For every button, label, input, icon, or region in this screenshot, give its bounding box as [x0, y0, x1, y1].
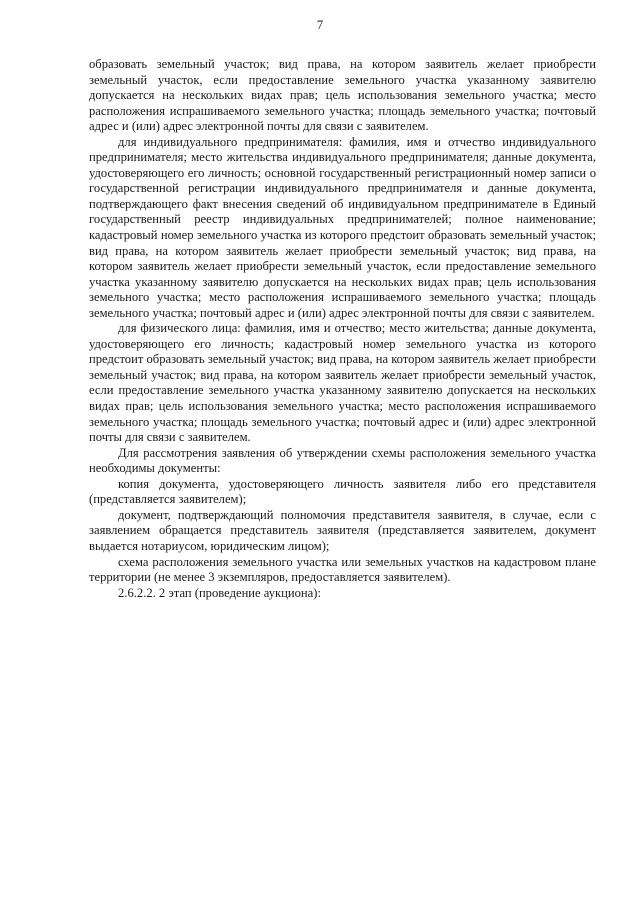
paragraph-representative-authority: документ, подтверждающий полномочия представителя заявителя, в случае, если с заявлением обращается представитель заявителя (представляется заявителем, документ выдается нотариусом, юридическим лицом); [89, 507, 596, 553]
paragraph-location-scheme: схема расположения земельного участка или земельных участков на кадастровом плане территории (не менее 3 экземпляров, предоставляется заявителем). [89, 554, 596, 585]
document-body [89, 57, 596, 601]
paragraph-continuation: образовать земельный участок; вид права, на котором заявитель желает приобрести земельный участок, если предоставление земельного участка указанному заявителю допускается на нескольких видах прав; цель использования земельного участка; место расположения испрашиваемого земельного участка; площадь земельного участка; почтовый адрес и (или) адрес электронной почты для связи с заявителем. [89, 57, 596, 134]
paragraph-required-documents: Для рассмотрения заявления об утверждении схемы расположения земельного участка необходимы документы: [89, 445, 596, 476]
paragraph-individual-entrepreneur: для индивидуального предпринимателя: фамилия, имя и отчество индивидуального предпринимателя; место жительства индивидуального предпринимателя; данные документа, удостоверяющего его личность; основной государственный регистрационный номер записи о государственной регистрации индивидуального предпринимателя и данные документа, подтверждающего факт внесения сведений об индивидуальном предпринимателе в Единый государственный реестр индивидуальных предпринимателей; полное наименование; кадастровый номер земельного участка из которого предстоит образовать земельный участок; вид права, на котором заявитель желает приобрести земельный участок; вид права, на котором заявитель желает приобрести земельный участок, если предоставление земельного участка указанному заявителю допускается на нескольких видах прав; цель использования земельного участка; место расположения испрашиваемого земельного участка; площадь земельного участка; почтовый адрес и (или) адрес электронной почты для связи с заявителем. [89, 134, 596, 320]
paragraph-identity-document: копия документа, удостоверяющего личность заявителя либо его представителя (представляется заявителем); [89, 476, 596, 507]
paragraph-physical-person: для физического лица: фамилия, имя и отчество; место жительства; данные документа, удостоверяющего его личность; кадастровый номер земельного участка из которого предстоит образовать земельный участок; вид права, на котором заявитель желает приобрести земельный участок; вид права, на котором заявитель желает приобрести земельный участок, если предоставление земельного участка указанному заявителю допускается на нескольких видах прав; цель использования земельного участка; место расположения испрашиваемого земельного участка; площадь земельного участка; почтовый адрес и (или) адрес электронной почты для связи с заявителем. [89, 321, 596, 445]
paragraph-stage-heading: 2.6.2.2. 2 этап (проведение аукциона): [118, 585, 321, 600]
page-number: 7 [316, 18, 324, 32]
